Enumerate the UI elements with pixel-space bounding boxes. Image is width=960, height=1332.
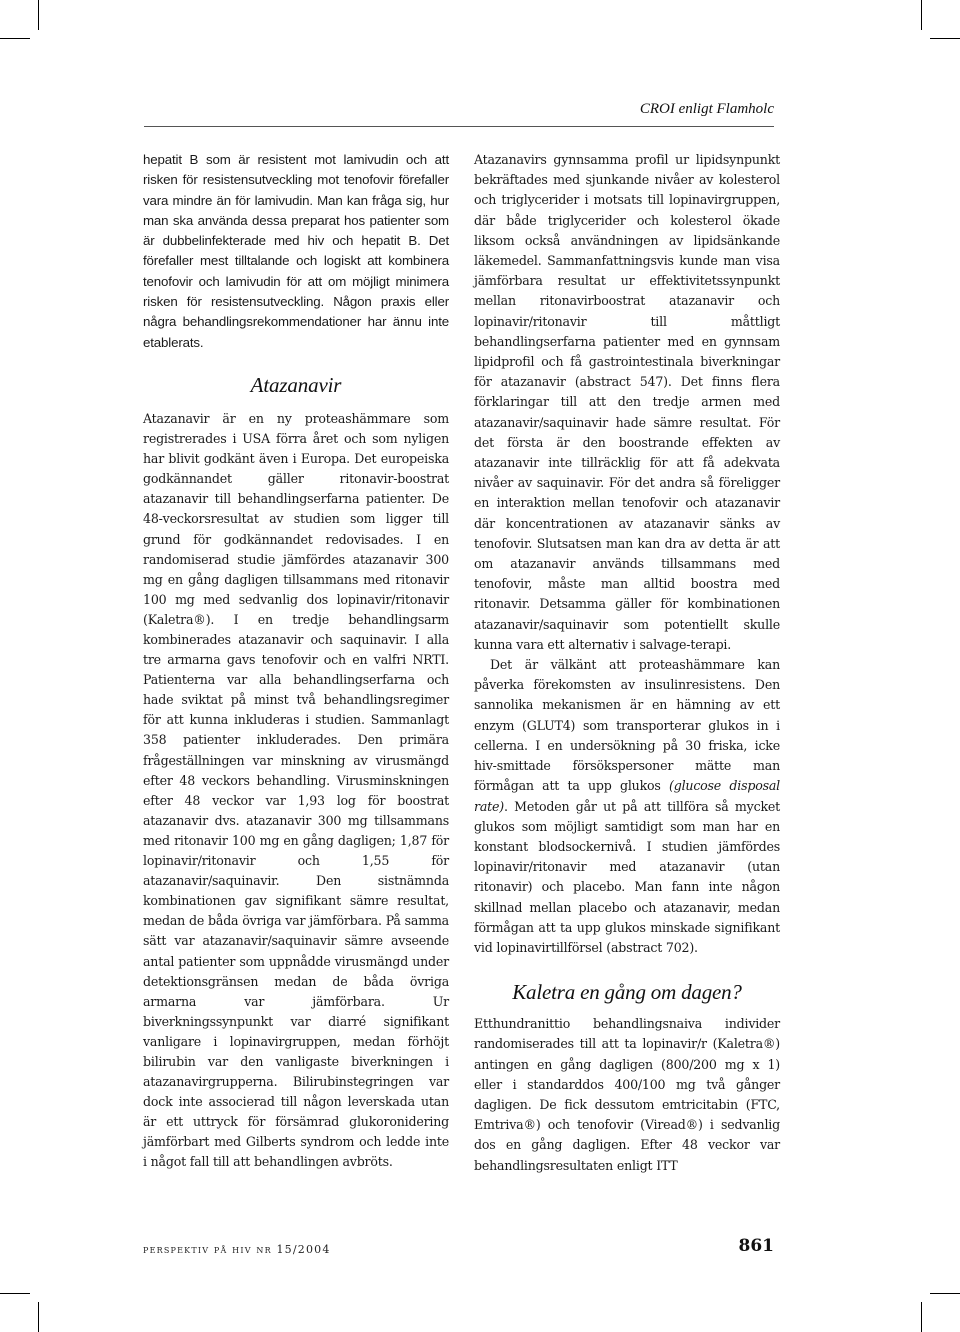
right-column — [474, 150, 780, 1176]
crop-mark — [38, 1302, 39, 1332]
paragraph: Atazanavir är en ny proteashämmare som registrerades i USA förra året och som nyligen har blivit godkänt även i Europa. Det europeiska godkännandet gäller ritonavir-boostrat atazanavir till behandlingserfarna patienter. De 48-veckorsresultat av studien som ligger till grund för godkännandet redovisades. I en randomiserad studie jämfördes atazanavir 300 mg en gång dagligen tillsammans med ritonavir 100 mg med sedvanlig dos lopinavir/ritonavir (Kaletra®). I en tredje behandlingsarm kombinerades atazanavir och saquinavir. I alla tre armarna gavs tenofovir och en valfri NRTI. Patienterna var alla behandlingserfarna och hade sviktat på minst två behandlingsregimer för att kunna inkluderas i studien. Sammanlagt 358 patienter inkluderades. Den primära frågeställningen var minskning av virusmängd efter 48 veckors behandling. Virusminskningen efter 48 veckor var 1,93 log för boostrat atazanavir dvs. atazanavir 300 mg tillsammans med ritonavir 100 mg en gång dagligen; 1,87 för lopinavir/ritonavir och 1,55 för atazanavir/saquinavir. Den sistnämnda kombinationen gav signifikant sämre resultat, medan de båda övriga var jämförbara. På samma sätt var atazanavir/saquinavir sämre avseende antal patienter som uppnådde virusmängd under detektionsgränsen medan de båda övriga armarna var jämförbara. Ur biverkningssynpunkt var diarré signifikant vanligare i lopinavirgruppen, medan förhöjt bilirubin var den vanligaste biverkningen i atazanavirgrupperna. Bilirubinstegringen var dock inte associerad till någon leverskada utan är ett uttryck för försämrad glukoronidering jämförbart med Gilberts syndrom och ledde inte i något fall till att behandlingen avbröts. — [143, 410, 449, 1170]
paragraph-text: . Metoden går ut på att tillföra så mycket glukos som möjligt samtidigt som man har en konstant blodsockernivå. I studien jämfördes lopinavir/ritonavir med atazanavir (utan ritonavir) och placebo. Man fann inte någon skillnad mellan placebo och atazanavir, medan förmågan att ta upp glukos minskade signifikant vid lopinavirtillförsel (abstract 702). — [474, 798, 780, 955]
crop-mark — [0, 38, 30, 39]
italic-term: (glucose disposal rate) — [474, 778, 780, 814]
crop-mark — [0, 1293, 30, 1294]
section-heading-kaletra: Kaletra en gång om dagen? — [512, 980, 742, 1005]
crop-mark — [921, 1302, 922, 1332]
crop-mark — [930, 1293, 960, 1294]
left-column — [143, 150, 449, 1173]
paragraph — [474, 655, 780, 958]
paragraph-text: Det är välkänt att proteashämmare kan påverka förekomsten av insulinresistens. Den sannolika mekanismen är en hämning av ett enzym (GLUT4) som transporterar glukos in i cellerna. I en undersökning på 30 friska, icke hiv-smittade försökspersoner mätte man förmågan att ta upp glukos — [474, 657, 780, 794]
running-title: CROI enligt Flamholc — [639, 101, 774, 117]
publication-footer: perspektiv på hiv nr 15/2004 — [143, 1243, 331, 1256]
header-rule — [144, 126, 774, 127]
page-number: 861 — [738, 1236, 774, 1256]
paragraph: hepatit B som är resistent mot lamivudin och att risken för resistensutveckling mot tenofovir förefaller vara mindre än för lamivudin. Man kan fråga sig, hur man ska använda dessa preparat hos patienter som är dubbelinfekterade med hiv och hepatit B. Det förefaller mest tilltalande och logiskt att kombinera tenofovir och lamivudin för att om möjligt minimera risken för resistensutveckling. Någon praxis eller några behandlingsrekommendationer har ännu inte etablerats. — [143, 152, 449, 350]
crop-mark — [930, 38, 960, 39]
section-heading-atazanavir: Atazanavir — [250, 372, 342, 397]
paragraph: Atazanavirs gynnsamma profil ur lipidsynpunkt bekräftades med sjunkande nivåer av kolesterol och triglycerider i motsats till lopinavirgruppen, där både triglycerider och kolesterol ökade liksom också användningen av lipidsänkande läkemedel. Sammanfattningsvis kunde man visa jämförbara resultat ur effektivitetssynpunkt mellan ritonavirboostrat atazanavir och lopinavir/ritonavir till måttligt behandlingserfarna patienter med en gynnsam lipidprofil och få gastrointestinala biverkningar för atazanavir (abstract 547). Det finns flera förklaringar till att den tredje armen med atazanavir/saquinavir hade sämre resultat. För det första är den boostrande effekten av atazanavir inte tillräcklig för att få adekvata nivåer av saquinavir. För det andra så föreligger en interaktion mellan tenofovir och atazanavir där koncentrationen av atazanavir sänks av tenofovir. Slutsatsen man kan dra av detta är att om atazanavir används tillsammans med tenofovir, måste man alltid boostra med ritonavir. Detsamma gäller för kombinationen atazanavir/saquinavir som potentiellt skulle kunna vara ett alternativ i salvage-terapi. — [474, 152, 780, 652]
crop-mark — [921, 0, 922, 30]
paragraph: Etthundranittio behandlingsnaiva individer randomiserades till att ta lopinavir/r (Kaletra®) antingen en gång dagligen (800/200 mg x 1) eller i standarddos 400/100 mg två gånger dagligen. De fick dessutom emtricitabin (FTC, Emtriva®) och tenofovir (Viread®) i sedvanlig dos en gång dagligen. Efter 48 veckor var behandlingsresultaten enligt ITT — [474, 1016, 780, 1173]
crop-mark — [38, 0, 39, 30]
